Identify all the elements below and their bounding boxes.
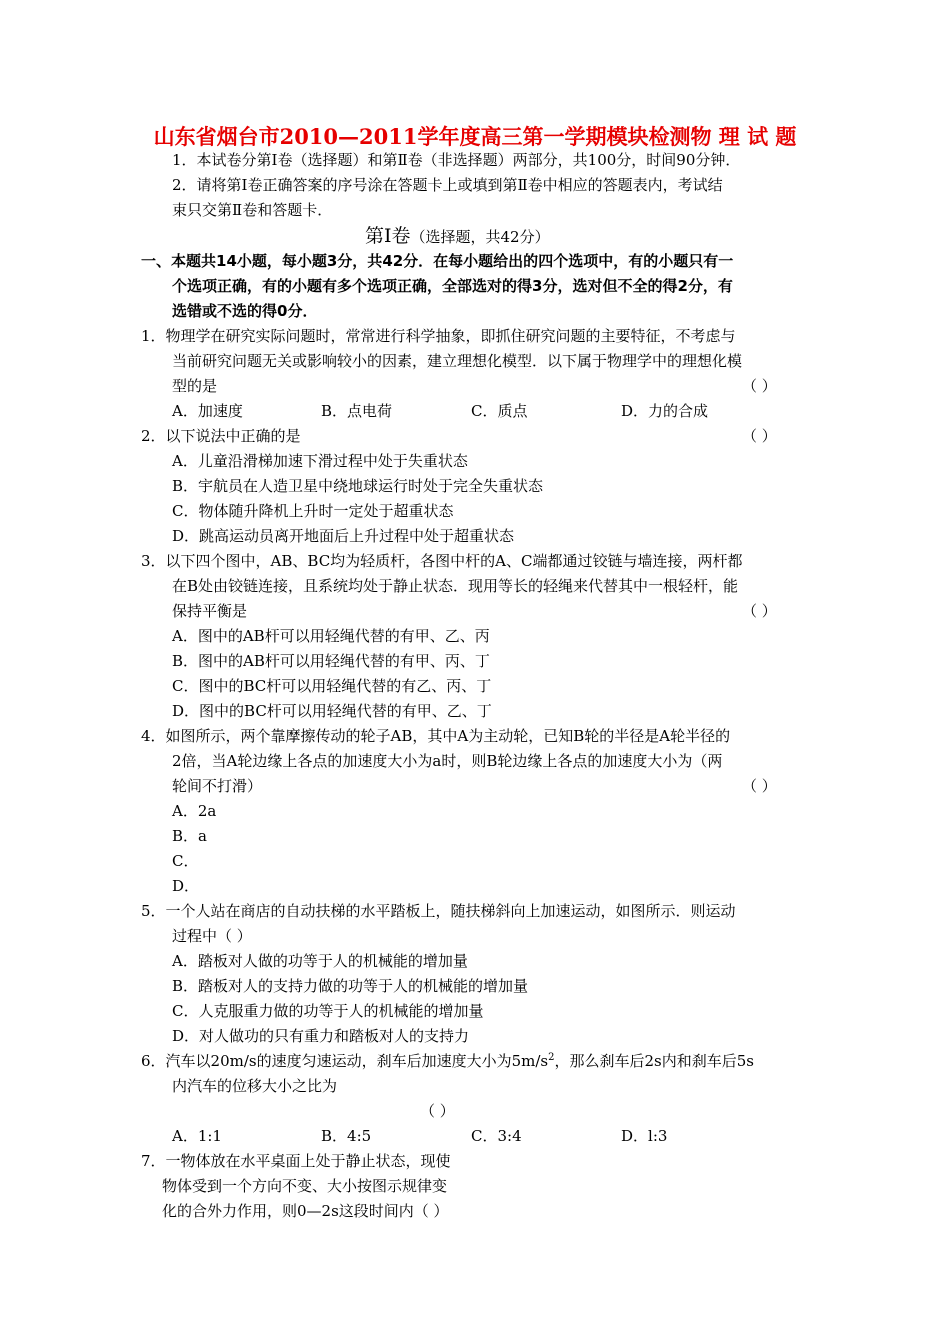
note-3: 束只交第Ⅱ卷和答题卡． [172,201,333,219]
q1-answer-paren: （ ） [742,377,777,395]
q1-stem-3: 型的是 [172,377,218,395]
q4-stem-3: 轮间不打滑） [172,777,263,795]
q6-option-b: B．4:5 [321,1127,372,1145]
q3-option-c: C．图中的BC杆可以用轻绳代替的有乙、丙、丁 [172,677,492,695]
q4-stem-1: 4．如图所示，两个靠摩擦传动的轮子AB，其中A为主动轮，已知B轮的半径是A轮半径的 [141,727,731,745]
q6-option-c: C．3:4 [471,1127,522,1145]
q7-stem-3: 化的合外力作用，则0—2s这段时间内（ ） [162,1202,449,1220]
volume-1-title: 第Ⅰ卷 [365,225,411,247]
q5-option-a: A．踏板对人做的功等于人的机械能的增加量 [172,952,468,970]
q2-option-d: D．跳高运动员离开地面后上升过程中处于超重状态 [172,527,515,545]
q6-stem-2: 内汽车的位移大小之比为 [172,1077,338,1095]
q3-option-d: D．图中的BC杆可以用轻绳代替的有甲、乙、丁 [172,702,492,720]
q2-answer-paren: （ ） [742,427,777,445]
volume-1-subtitle: （选择题，共42分） [410,228,550,246]
q4-option-b: B．a [172,827,207,845]
q5-stem-1: 5．一个人站在商店的自动扶梯的水平踏板上，随扶梯斜向上加速运动，如图所示．则运动 [141,902,736,920]
q3-stem-2: 在B处由铰链连接，且系统均处于静止状态．现用等长的轻绳来代替其中一根轻杆，能 [172,577,739,595]
q2-option-c: C．物体随升降机上升时一定处于超重状态 [172,502,454,520]
q5-option-d: D．对人做功的只有重力和踏板对人的支持力 [172,1027,470,1045]
q2-option-b: B．宇航员在人造卫星中绕地球运行时处于完全失重状态 [172,477,544,495]
section-1-line-1: 一、本题共14小题，每小题3分，共42分．在每小题给出的四个选项中，有的小题只有一 [141,252,734,270]
q1-option-a: A．加速度 [172,402,243,420]
q7-stem-2: 物体受到一个方向不变、大小按图示规律变 [162,1177,448,1195]
q1-option-b: B．点电荷 [321,402,393,420]
section-1-line-3: 选错或不选的得0分． [172,302,318,320]
note-1: 1．本试卷分第Ⅰ卷（选择题）和第Ⅱ卷（非选择题）两部分，共100分，时间90分钟． [172,151,741,169]
note-2: 2．请将第Ⅰ卷正确答案的序号涂在答题卡上或填到第Ⅱ卷中相应的答题表内，考试结 [172,176,723,194]
q4-option-a: A．2a [172,802,217,820]
q2-option-a: A．儿童沿滑梯加速下滑过程中处于失重状态 [172,452,468,470]
q6-stem-1 [141,1049,754,1074]
section-1-line-2: 个选项正确，有的小题有多个选项正确，全部选对的得3分，选对但不全的得2分，有 [172,277,733,295]
q3-answer-paren: （ ） [742,602,777,620]
q6-stem-1-pre: 6．汽车以20m/s的速度匀速运动，刹车后加速度大小为5m/s [141,1052,549,1070]
q2-stem: 2．以下说法中正确的是 [141,427,301,445]
volume-1-heading [365,224,550,250]
q5-option-c: C．人克服重力做的功等于人的机械能的增加量 [172,1002,484,1020]
q3-option-a: A．图中的AB杆可以用轻绳代替的有甲、乙、丙 [172,627,490,645]
q5-option-b: B．踏板对人的支持力做的功等于人的机械能的增加量 [172,977,529,995]
q4-answer-paren: （ ） [742,777,777,795]
q5-stem-2: 过程中（ ） [172,927,252,945]
q3-stem-1: 3．以下四个图中，AB、BC均为轻质杆，各图中杆的A、C端都通过铰链与墙连接，两杆都 [141,552,743,570]
q6-answer-paren: （ ） [420,1102,455,1120]
q4-option-d: D． [172,877,200,895]
q4-stem-2: 2倍，当A轮边缘上各点的加速度大小为a时，则B轮边缘上各点的加速度大小为（两 [172,752,723,770]
q1-stem-1: 1．物理学在研究实际问题时，常常进行科学抽象，即抓住研究问题的主要特征，不考虑与 [141,327,736,345]
q6-stem-1-post: ，那么刹车后2s内和刹车后5s [554,1052,754,1070]
q4-option-c: C． [172,852,199,870]
exam-title: 山东省烟台市2010—2011学年度高三第一学期模块检测物 理 试 题 [153,124,797,149]
q1-option-c: C．质点 [471,402,528,420]
q6-option-a: A．1:1 [172,1127,222,1145]
q6-option-d: D．l:3 [621,1127,668,1145]
q7-stem-1: 7．一物体放在水平桌面上处于静止状态，现使 [141,1152,451,1170]
q3-option-b: B．图中的AB杆可以用轻绳代替的有甲、丙、丁 [172,652,490,670]
q1-stem-2: 当前研究问题无关或影响较小的因素，建立理想化模型．以下属于物理学中的理想化模 [172,352,743,370]
q3-stem-3: 保持平衡是 [172,602,248,620]
q6-stem-1-sup: 2 [548,1052,555,1063]
q1-option-d: D．力的合成 [621,402,709,420]
